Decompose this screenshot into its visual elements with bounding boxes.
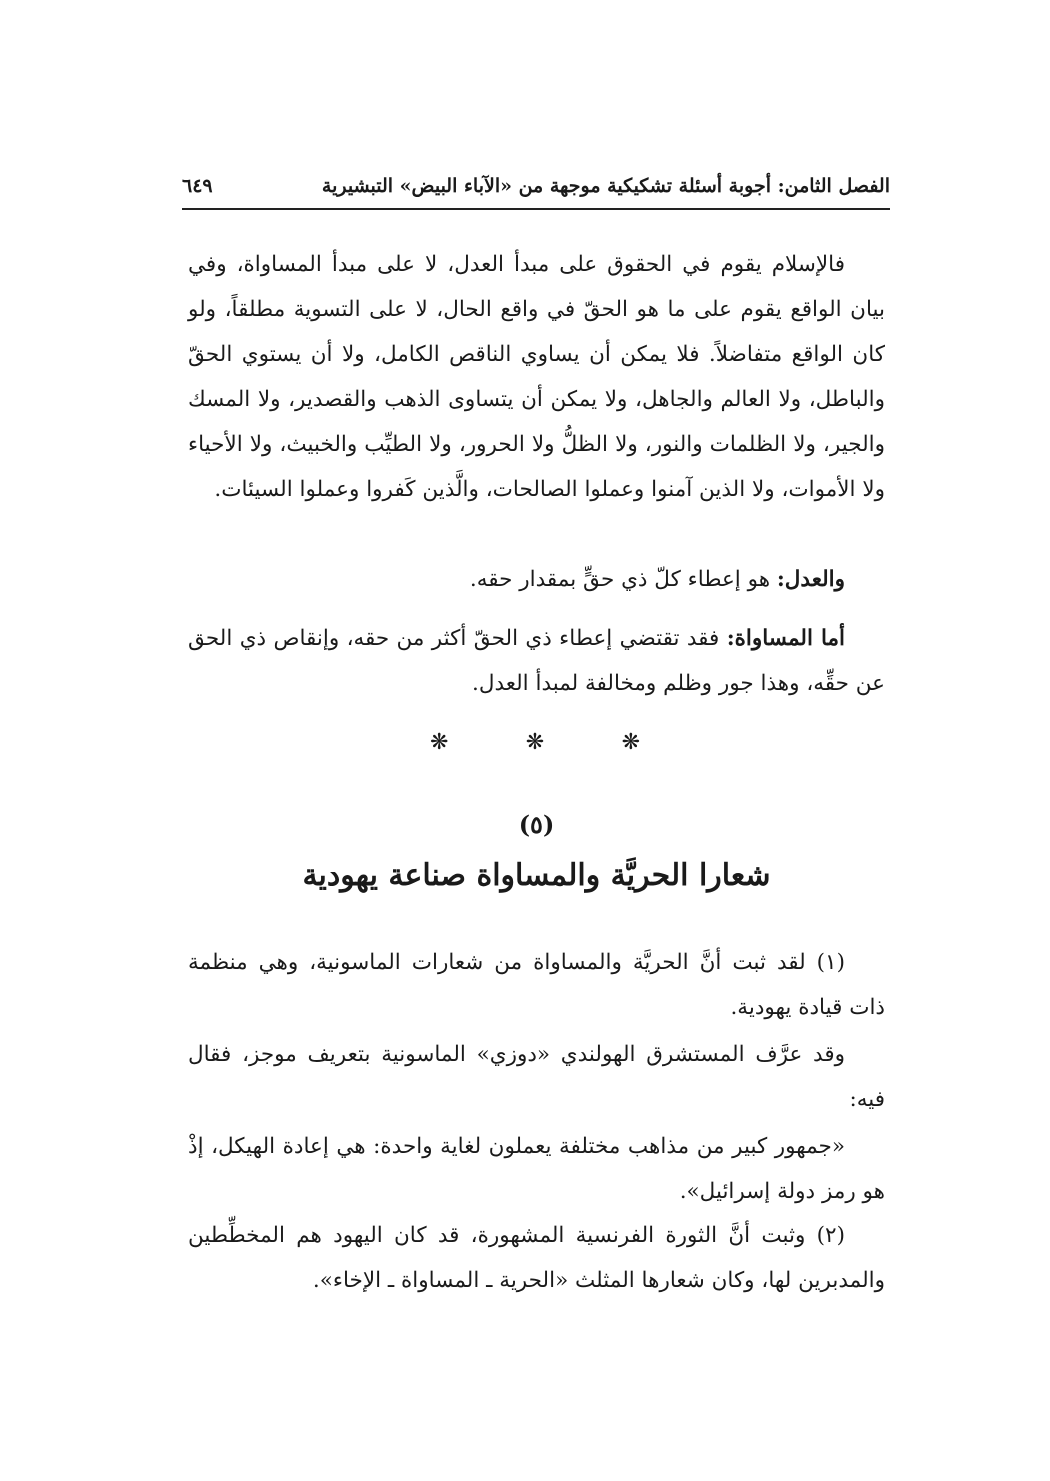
- ornament-icon: ❋: [621, 730, 640, 755]
- definition-text: فقد تقتضي إعطاء ذي الحقّ أكثر من حقه، وإنقاص ذي الحق عن حقِّه، وهذا جور وظلم ومخالفة لمبدأ العدل.: [188, 626, 885, 696]
- ornament-icon: ❋: [525, 730, 545, 755]
- definition-justice: [188, 557, 885, 602]
- definition-term: أما المساواة:: [726, 626, 845, 651]
- page-number: ٦٤٩: [182, 175, 213, 197]
- chapter-title: الفصل الثامن: أجوبة أسئلة تشكيكية موجهة من «الآباء البيض» التبشيرية: [321, 175, 890, 197]
- definition-text: هو إعطاء كلّ ذي حقٍّ بمقدار حقه.: [469, 567, 777, 592]
- running-header: [182, 168, 890, 204]
- paragraph-dozy-definition: وقد عرَّف المستشرق الهولندي «دوزي» الماسونية بتعريف موجز، فقال فيه:: [188, 1042, 885, 1112]
- ornament-icon: ❋: [430, 730, 449, 755]
- section-number: (٥): [518, 810, 555, 839]
- section-separator: [430, 730, 640, 755]
- paragraph-justice-principle: فالإسلام يقوم في الحقوق على مبدأ العدل، لا على مبدأ المساواة، وفي بيان الواقع يقوم على ما هو الحقّ في واقع الحال، لا على التسوية مطلقاً، ولو كان الواقع متفاضلاً. فلا يمكن أن يساوي الناقص الكامل، ولا أن يستوي الحقّ والباطل، ولا العالم والجاهل، ولا يمكن أن يتساوى الذهب والقصدير، ولا المسك والجير، ولا الظلمات والنور، ولا الظلُّ ولا الحرور، ولا الطيِّب والخبيث، ولا الأحياء ولا الأموات، ولا الذين آمنوا وعملوا الصالحات، والَّذين كَفروا وعملوا السيئات.: [188, 252, 885, 502]
- definition-equality: [188, 616, 885, 706]
- section-title: شعارا الحريَّة والمساواة صناعة يهودية: [302, 858, 771, 893]
- paragraph-french-revolution: (٢) وثبت أنَّ الثورة الفرنسية المشهورة، قد كان اليهود هم المخطِّطين والمدبرين لها، وكان شعارها المثلث «الحرية ـ المساواة ـ الإخاء».: [188, 1223, 885, 1293]
- paragraph-quotation: «جمهور كبير من مذاهب مختلفة يعملون لغاية واحدة: هي إعادة الهيكل، إذْ هو رمز دولة إسرائيل».: [188, 1134, 885, 1204]
- paragraph-masonic-slogans: (١) لقد ثبت أنَّ الحريَّة والمساواة من شعارات الماسونية، وهي منظمة ذات قيادة يهودية.: [188, 950, 885, 1020]
- definition-term: والعدل:: [776, 567, 845, 592]
- header-divider: [182, 208, 890, 210]
